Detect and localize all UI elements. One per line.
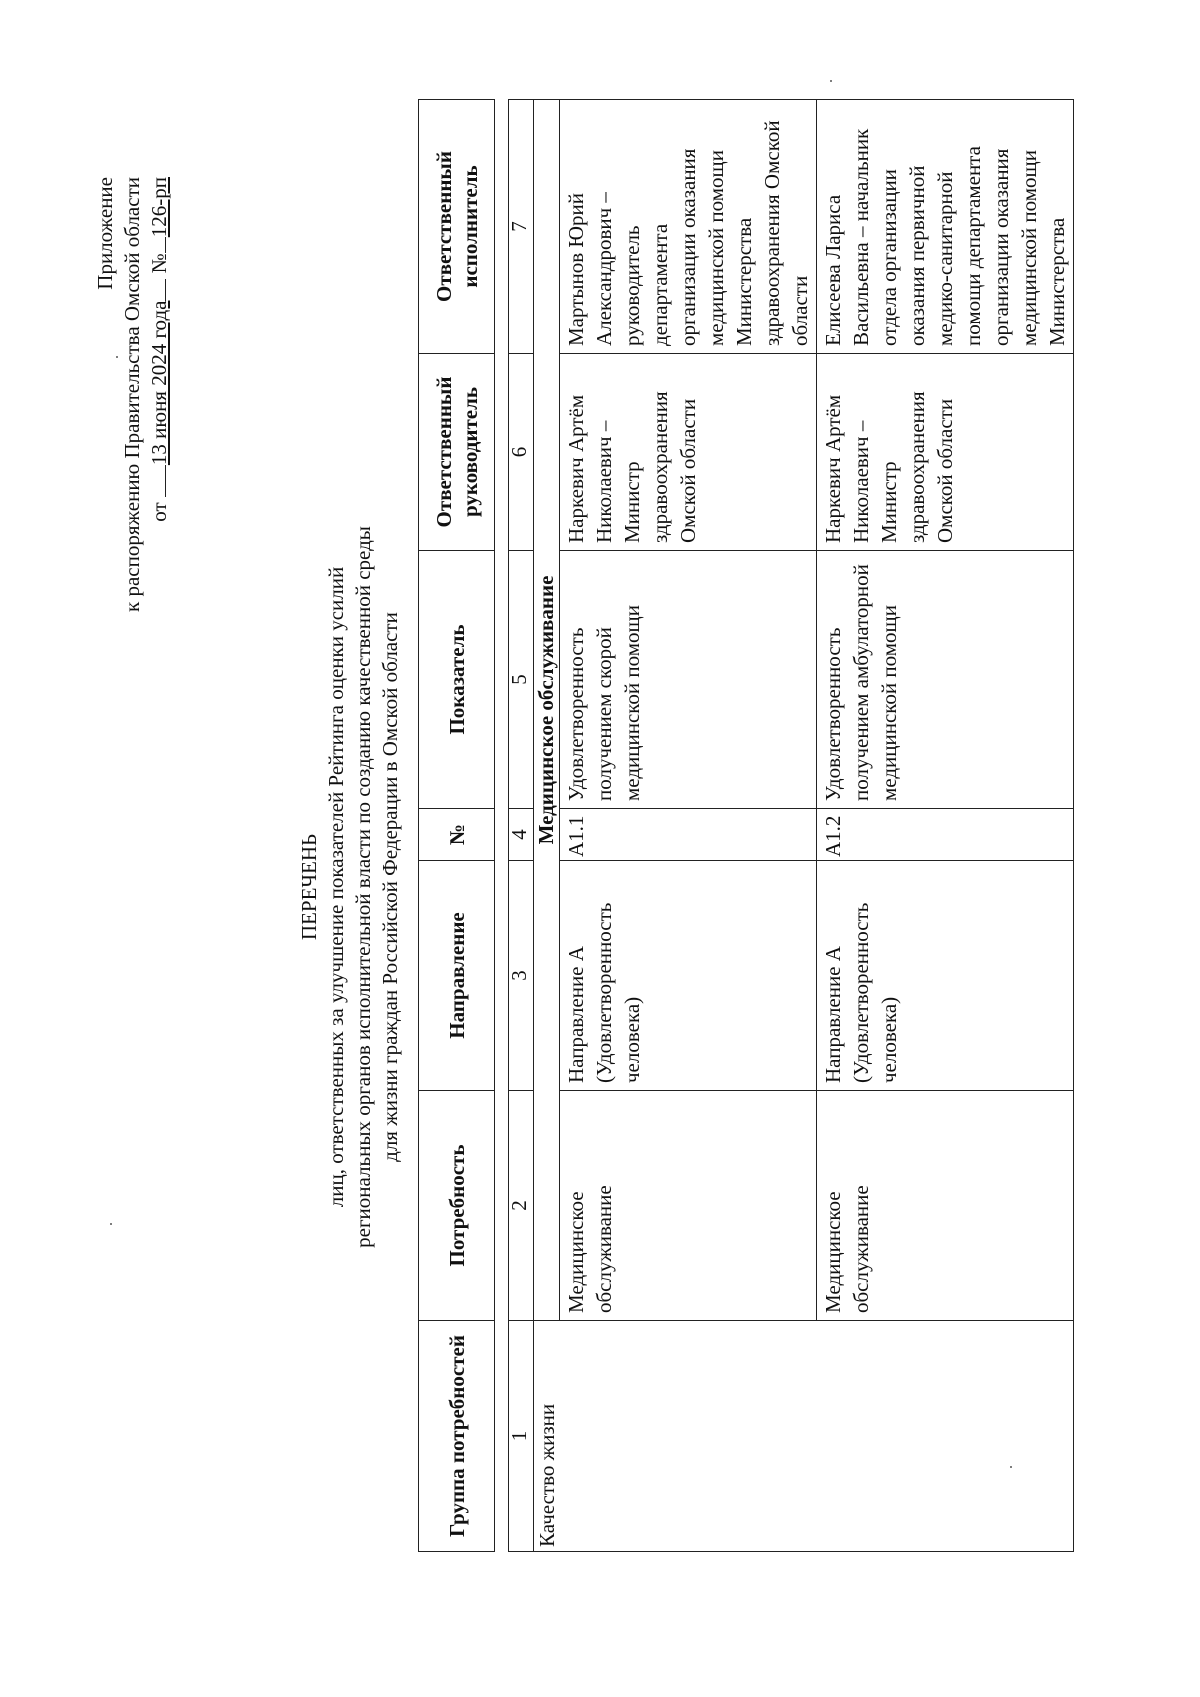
appendix-number-label: № [147, 253, 171, 274]
column-number: 2 [509, 1091, 534, 1321]
need-cell: Медицинское обслуживание [560, 1091, 817, 1321]
responsibles-table [418, 99, 495, 1552]
column-number-row [509, 100, 534, 1552]
indicator-cell: Удовлетворенность получением скорой медицинской помощи [560, 551, 817, 809]
scan-speck [830, 80, 832, 82]
appendix-label: Приложение [93, 177, 117, 290]
section-title: Медицинское обслуживание [534, 100, 560, 1321]
appendix-block [92, 177, 173, 657]
need-cell: Медицинское обслуживание [817, 1091, 1074, 1321]
direction-cell: Направление А (Удовлетворенность человека) [560, 861, 817, 1091]
column-number: 7 [509, 100, 534, 354]
table-header-row [419, 100, 495, 1552]
column-number: 4 [509, 809, 534, 861]
column-number: 3 [509, 861, 534, 1091]
header-responsible-head: Ответственный руководитель [419, 354, 495, 551]
column-number: 6 [509, 354, 534, 551]
header-responsible-executor: Ответственный исполнитель [419, 100, 495, 354]
header-need: Потребность [419, 1091, 495, 1321]
scan-speck [1010, 1466, 1012, 1468]
column-number: 5 [509, 551, 534, 809]
group-cell: Качество жизни [534, 1321, 1074, 1552]
number-cell: А1.1 [560, 809, 817, 861]
title-main: ПЕРЕЧЕНЬ [297, 833, 321, 941]
header-indicator: Показатель [419, 551, 495, 809]
appendix-number: 126-рп [147, 177, 171, 238]
appendix-from-label: от [147, 502, 171, 522]
appendix-order-reference: к распоряжению Правительства Омской области [120, 177, 144, 612]
header-number: № [419, 809, 495, 861]
number-cell: А1.2 [817, 809, 1074, 861]
direction-cell: Направление А (Удовлетворенность человека) [817, 861, 1074, 1091]
column-number: 1 [509, 1321, 534, 1552]
title-line-2: региональных органов исполнительной власти по созданию качественной среды [351, 526, 375, 1248]
blank-underline [147, 465, 166, 497]
blank-underline [147, 237, 166, 253]
title-line-3: для жизни граждан Российской Федерации в Омской области [378, 612, 402, 1162]
title-line-1: лиц, ответственных за улучшение показателей Рейтинга оценки усилий [324, 566, 348, 1208]
head-cell: Наркевич Артём Николаевич – Министр здравоохранения Омской области [817, 354, 1074, 551]
head-cell: Наркевич Артём Николаевич – Министр здравоохранения Омской области [560, 354, 817, 551]
header-direction: Направление [419, 861, 495, 1091]
responsibles-table-body [508, 99, 1074, 1552]
section-row [534, 100, 560, 1552]
scan-speck [110, 1223, 112, 1225]
appendix-date: 13 июня 2024 года [147, 300, 171, 466]
appendix-date-line [146, 177, 173, 657]
blank-underline [147, 279, 166, 301]
indicator-cell: Удовлетворенность получением амбулаторной медицинской помощи [817, 551, 1074, 809]
executor-cell: Елисеева Лариса Васильевна – начальник отдела организации оказания первичной медико-санитарной помощи департамента организации оказания медицинской помощи Министерства [817, 100, 1074, 354]
document-title [296, 457, 404, 1317]
scan-speck [116, 356, 118, 358]
header-needs-group: Группа потребностей [419, 1321, 495, 1552]
executor-cell: Мартынов Юрий Александрович – руководитель департамента организации оказания медицинской помощи Министерства здравоохранения Омской области [560, 100, 817, 354]
